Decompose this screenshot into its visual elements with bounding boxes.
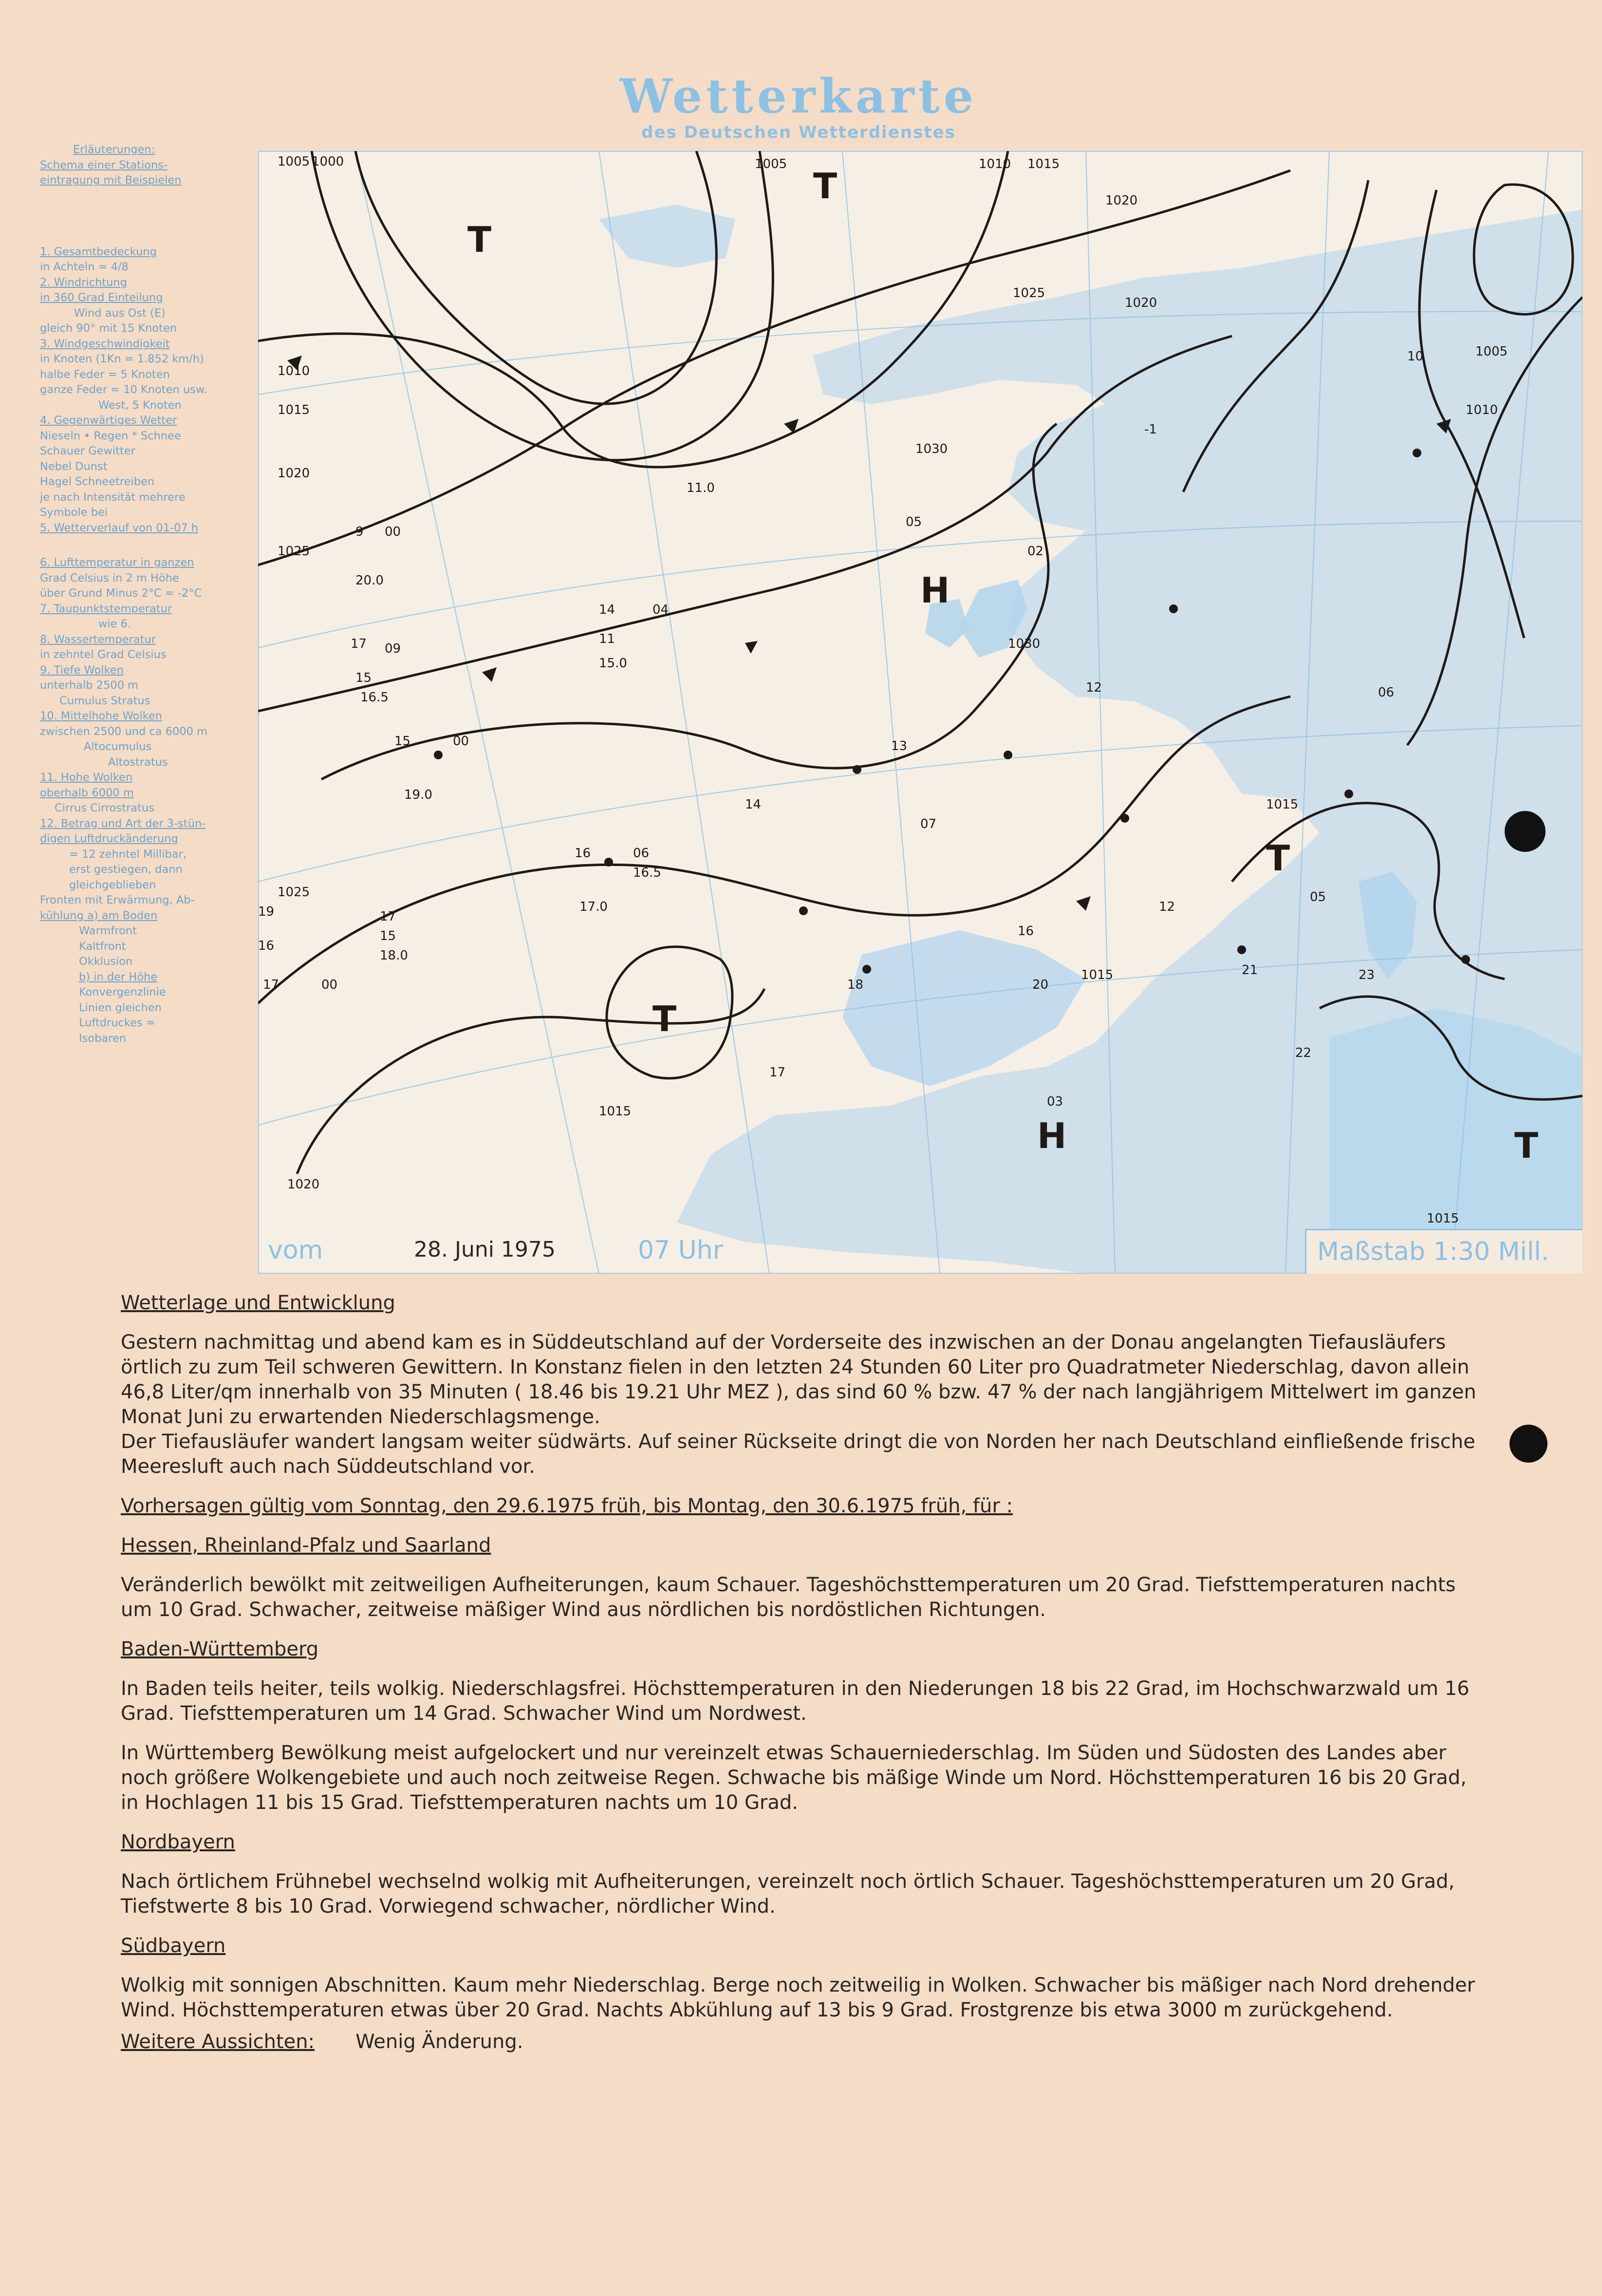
station-value: 15.0 (599, 656, 627, 671)
outlook-row (121, 2030, 1479, 2054)
station-value: 16 (575, 846, 591, 861)
legend-line: West, 5 Knoten (98, 398, 182, 412)
isobar-label: 1015 (1027, 157, 1060, 171)
legend-line: eintragung mit Beispielen (40, 174, 182, 187)
legend-line: = 12 zehntel Millibar, (69, 847, 186, 861)
legend-line: unterhalb 2500 m (40, 679, 139, 692)
legend-line: Grad Celsius in 2 m Höhe (40, 571, 179, 584)
pressure-center-label: T (1514, 1125, 1539, 1166)
station-value: 02 (1027, 544, 1044, 559)
station-value: 22 (1295, 1046, 1312, 1060)
station-value: 06 (633, 846, 650, 861)
punch-hole (1509, 1425, 1547, 1463)
legend-line: 2. Windrichtung (40, 276, 127, 289)
legend-line: über Grund Minus 2°C = -2°C (40, 587, 202, 600)
legend-line: Cumulus Stratus (59, 694, 150, 707)
legend-line: 5. Wetterverlauf von 01-07 h (40, 521, 199, 534)
legend-symbol-row (40, 536, 254, 555)
isobar-label: 1015 (599, 1104, 632, 1119)
region-heading: Nordbayern (121, 1831, 235, 1853)
legend-line: wie 6. (98, 618, 131, 630)
legend-line: 9. Tiefe Wolken (40, 663, 124, 677)
legend-line: erst gestiegen, dann (69, 863, 183, 876)
station-value: 17.0 (579, 900, 608, 914)
station-value: 03 (1047, 1094, 1063, 1109)
legend-line: 4. Gegenwärtiges Wetter (40, 414, 177, 427)
isobar-label: 1010 (979, 157, 1011, 171)
legend-panel (40, 142, 254, 1046)
region-paragraph: In Württemberg Bewölkung meist aufgelockert und nur vereinzelt etwas Schauerniederschlag. Im Süden und Südosten des Landes aber noch größere Wolkengebiete und auch noch zeitweise Regen. Schwache bis mäßige Winde um Nord. Höchsttemperaturen 16 bis 20 Grad, in Hochlagen 11 bis 15 Grad. Tiefsttemperaturen nachts um 10 Grad. (121, 1742, 1467, 1814)
header (575, 69, 1023, 142)
station-value: 21 (1242, 963, 1258, 978)
legend-line: 6. Lufttemperatur in ganzen (40, 556, 194, 569)
legend-line: 8. Wassertemperatur (40, 633, 156, 646)
outlook-value: Wenig Änderung. (355, 2031, 523, 2053)
map-date-box (258, 1229, 745, 1274)
station-value: 16 (258, 939, 275, 953)
legend-line: in Knoten (1Kn = 1.852 km/h) (40, 353, 204, 365)
station-value: 15 (394, 734, 411, 749)
legend-line: Kaltfront (79, 940, 126, 953)
pressure-center-label: T (467, 219, 492, 260)
station-value: 17 (380, 909, 396, 924)
station-value: 12 (1086, 680, 1102, 695)
station-value: 16.5 (633, 866, 661, 880)
legend-line: Wind aus Ost (E) (74, 306, 166, 320)
legend-line: 11. Hohe Wolken (40, 771, 133, 784)
legend-line: Konvergenzlinie (79, 986, 166, 998)
legend-line: gleichgeblieben (69, 878, 156, 891)
station-value: 00 (385, 525, 401, 539)
isobar-label: 1025 (1013, 286, 1045, 301)
section-heading: Wetterlage und Entwicklung (121, 1292, 395, 1314)
station-value: 05 (906, 515, 922, 529)
legend-line: Hagel Schneetreiben (40, 475, 155, 488)
legend-line: Luftdruckes = (79, 1016, 155, 1029)
station-value: 09 (385, 641, 401, 656)
forecast-heading: Vorhersagen gültig vom Sonntag, den 29.6.1975 früh, bis Montag, den 30.6.1975 früh, für : (121, 1495, 1013, 1517)
legend-line: kühlung a) am Boden (40, 909, 158, 922)
station-value: 14 (599, 602, 615, 617)
station-value: 16.5 (360, 690, 389, 705)
map-canvas (258, 151, 1583, 1274)
region-heading: Hessen, Rheinland-Pfalz und Saarland (121, 1534, 491, 1557)
isobar-label: 1025 (278, 885, 310, 900)
legend-line: Nebel Dunst (40, 460, 108, 473)
station-dot (1237, 945, 1246, 954)
station-value: 07 (920, 817, 937, 831)
station-value: 23 (1359, 968, 1375, 982)
region-paragraph: In Baden teils heiter, teils wolkig. Niederschlagsfrei. Höchsttemperaturen in den Niederungen 18 bis 22 Grad, im Hochschwarzwald um 16 Grad. Tiefsttemperaturen um 14 Grad. Schwacher Wind um Nordwest. (121, 1677, 1470, 1725)
punch-hole (1505, 811, 1546, 852)
isobar-label: 1015 (1266, 797, 1299, 812)
legend-line: Fronten mit Erwärmung, Ab- (40, 894, 195, 906)
legend-line: Cirrus Cirrostratus (55, 802, 154, 814)
legend-line: Schauer Gewitter (40, 445, 135, 457)
station-value: 00 (453, 734, 469, 749)
legend-line: Schema einer Stations- (40, 158, 168, 171)
station-dot (604, 858, 613, 866)
isobar-label: 1020 (1105, 193, 1138, 208)
map-date: 28. Juni 1975 (414, 1237, 556, 1262)
station-dot (1461, 955, 1470, 964)
station-value: 15 (380, 929, 396, 943)
legend-heading: Erläuterungen: (73, 143, 155, 156)
legend-line: digen Luftdruckänderung (40, 832, 178, 845)
station-value: 15 (355, 671, 372, 685)
page-title: Wetterkarte (619, 69, 978, 124)
weather-map (258, 151, 1583, 1274)
station-dot (853, 765, 861, 774)
station-value: 12 (1159, 900, 1175, 914)
pressure-center-label: T (813, 166, 838, 207)
station-value: 17 (351, 637, 367, 651)
legend-line: Altocumulus (84, 740, 152, 753)
isobar-label: 1010 (1466, 403, 1498, 417)
legend-line: in 360 Grad Einteilung (40, 291, 163, 304)
legend-line: halbe Feder = 5 Knoten (40, 368, 170, 381)
legend-line: Linien gleichen (79, 1001, 162, 1014)
legend-line: Warmfront (79, 924, 137, 937)
legend-line: Okklusion (79, 955, 133, 968)
forecast-text (121, 1291, 1479, 2054)
station-value: 00 (321, 978, 338, 992)
legend-line: 10. Mittelhohe Wolken (40, 710, 162, 722)
isobar-label: 1030 (1008, 637, 1041, 651)
station-value: 9 (355, 525, 364, 539)
station-dot (434, 751, 443, 759)
isobar-label: 1010 (278, 364, 310, 378)
legend-line: in zehntel Grad Celsius (40, 648, 167, 661)
isobar-label: 1015 (1427, 1211, 1459, 1226)
region-paragraph: Wolkig mit sonnigen Abschnitten. Kaum mehr Niederschlag. Berge noch zeitweilig in Wolken. Schwacher bis mäßiger nach Nord drehender Wind. Höchsttemperaturen etwas über 20 Grad. Nachts Abkühlung auf 13 bis 9 Grad. Frostgrenze bis etwa 3000 m zurückgehend. (121, 1974, 1475, 2021)
situation-paragraph: Der Tiefausläufer wandert langsam weiter südwärts. Auf seiner Rückseite dringt die von Norden her nach Deutschland einfließende frische Meeresluft auch nach Süddeutschland vor. (121, 1430, 1475, 1478)
isobar-label: 1000 (312, 154, 344, 169)
station-dot (1413, 449, 1421, 457)
legend-line: in Achteln = 4/8 (40, 261, 129, 273)
isobar-label: 1005 (755, 157, 787, 171)
legend-line: oberhalb 6000 m (40, 786, 134, 799)
station-value: -1 (1144, 422, 1157, 437)
station-value: 13 (891, 739, 908, 753)
situation-paragraph: Gestern nachmittag und abend kam es in Süddeutschland auf der Vorderseite des inzwischen an der Donau angelangten Tiefausläufers örtlich zu zum Teil schweren Gewittern. In Konstanz fielen in den letzten 24 Stunden 60 Liter pro Quadratmeter Niederschlag, davon allein 46,8 Liter/qm innerhalb von 35 Minuten ( 18.46 bis 19.21 Uhr MEZ ), das sind 60 % bzw. 47 % der nach langjährigem Mittelwert im ganzen Monat Juni zu erwartenden Niederschlagsmenge. (121, 1331, 1476, 1428)
pressure-center-label: H (1037, 1115, 1067, 1156)
legend-line: ganze Feder = 10 Knoten usw. (40, 383, 207, 396)
isobar-label: 1025 (278, 544, 310, 559)
date-prefix: vom (268, 1236, 323, 1265)
pressure-center-label: T (652, 998, 677, 1039)
station-value: 16 (1018, 924, 1034, 939)
station-value: 17 (769, 1065, 786, 1080)
region-heading: Südbayern (121, 1935, 226, 1957)
station-dot (1169, 604, 1178, 613)
station-dot (799, 906, 808, 915)
map-scale: Maßstab 1:30 Mill. (1305, 1229, 1583, 1274)
station-value: 18 (847, 978, 864, 992)
legend-line: zwischen 2500 und ca 6000 m (40, 725, 208, 738)
station-value: 10 (1407, 349, 1424, 364)
station-value: 20.0 (355, 573, 384, 588)
isobar-label: 1015 (278, 403, 310, 417)
outlook-label: Weitere Aussichten: (121, 2031, 315, 2053)
legend-line: Altostratus (108, 755, 168, 769)
legend-example-sketch (40, 188, 254, 245)
legend-line: 7. Taupunktstemperatur (40, 602, 172, 615)
station-value: 04 (652, 602, 669, 617)
legend-line: je nach Intensität mehrere (40, 490, 186, 504)
station-dot (1120, 814, 1129, 823)
station-value: 18.0 (380, 948, 408, 963)
pressure-center-label: H (920, 570, 950, 611)
legend-line: 3. Windgeschwindigkeit (40, 337, 170, 350)
legend-line: Symbole bei (40, 506, 108, 519)
isobar-label: 1005 (1475, 344, 1508, 359)
isobar-label: 1020 (1125, 296, 1157, 310)
station-dot (862, 965, 871, 974)
legend-line: 12. Betrag und Art der 3-stün- (40, 817, 206, 830)
page-subtitle: des Deutschen Wetterdienstes (641, 123, 956, 142)
legend-line: gleich 90° mit 15 Knoten (40, 322, 177, 335)
station-value: 19 (258, 904, 275, 919)
map-time: 07 Uhr (638, 1236, 724, 1265)
region-paragraph: Nach örtlichem Frühnebel wechselnd wolkig mit Aufheiterungen, vereinzelt noch örtlich Schauer. Tageshöchsttemperaturen um 20 Grad, Tiefstwerte 8 bis 10 Grad. Vorwiegend schwacher, nördlicher Wind. (121, 1870, 1455, 1918)
legend-line: Isobaren (79, 1032, 127, 1045)
legend-line: 1. Gesamtbedeckung (40, 245, 157, 258)
station-value: 05 (1310, 890, 1326, 904)
station-dot (1004, 751, 1012, 759)
pressure-center-label: T (1266, 838, 1290, 879)
station-value: 11 (599, 632, 615, 646)
isobar-label: 1020 (278, 466, 310, 481)
isobar-label: 1005 (278, 154, 310, 169)
region-paragraph: Veränderlich bewölkt mit zeitweiligen Aufheiterungen, kaum Schauer. Tageshöchsttemperaturen um 20 Grad. Tiefsttemperaturen nachts um 10 Grad. Schwacher, zeitweise mäßiger Wind aus nördlichen bis nordöstlichen Richtungen. (121, 1574, 1456, 1621)
station-dot (1344, 790, 1353, 798)
legend-line: Nieseln • Regen * Schnee (40, 429, 181, 442)
station-value: 14 (745, 797, 762, 812)
station-value: 11.0 (687, 481, 715, 495)
station-value: 19.0 (404, 788, 432, 802)
isobar-label: 1015 (1081, 968, 1114, 982)
station-value: 20 (1032, 978, 1049, 992)
legend-line: b) in der Höhe (79, 970, 158, 983)
isobar-label: 1020 (287, 1177, 320, 1192)
isobar-label: 1030 (915, 442, 948, 456)
station-value: 06 (1378, 685, 1395, 700)
region-heading: Baden-Württemberg (121, 1638, 319, 1660)
station-value: 17 (263, 978, 279, 992)
